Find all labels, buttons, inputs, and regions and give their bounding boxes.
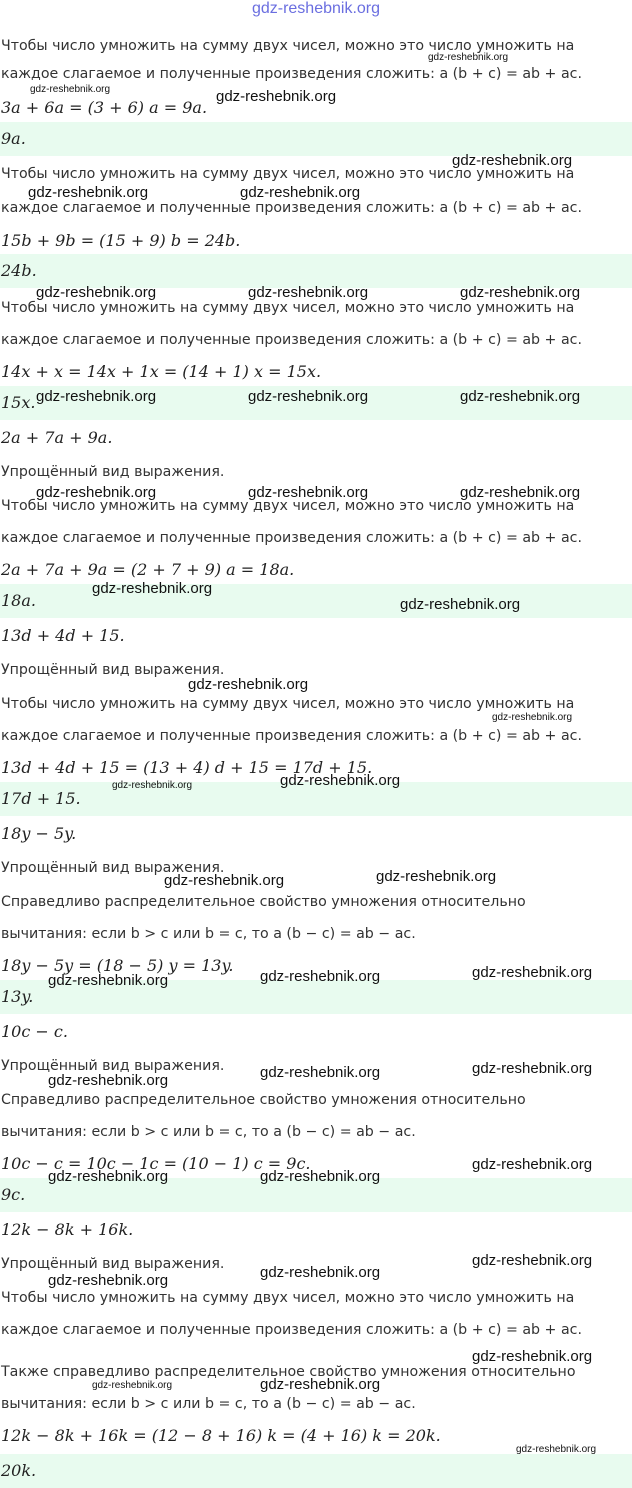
text-line: каждое слагаемое и полученные произведения сложить: a (b + c) = ab + ac. [1, 200, 582, 216]
text-line: Упрощённый вид выражения. [1, 1058, 225, 1074]
watermark-text: gdz-reshebnik.org [248, 388, 369, 405]
answer-box: 24b. [0, 254, 632, 288]
watermark-text: gdz-reshebnik.org [260, 1168, 381, 1185]
math-line: 10c − c. [1, 1022, 68, 1041]
watermark-text: gdz-reshebnik.org [400, 596, 521, 613]
watermark-text: gdz-reshebnik.org [36, 388, 157, 405]
watermark-text: gdz-reshebnik.org [92, 1380, 173, 1391]
watermark-text: gdz-reshebnik.org [472, 964, 593, 981]
math-line: 2a + 7a + 9a = (2 + 7 + 9) a = 18a. [1, 560, 295, 579]
watermark-text: gdz-reshebnik.org [30, 84, 111, 95]
watermark-text: gdz-reshebnik.org [260, 968, 381, 985]
text-line: каждое слагаемое и полученные произведения сложить: a (b + c) = ab + ac. [1, 530, 582, 546]
math-line: 18y − 5y = (18 − 5) y = 13y. [1, 956, 234, 975]
watermark-text: gdz-reshebnik.org [460, 388, 581, 405]
watermark-text: gdz-reshebnik.org [28, 184, 149, 201]
watermark-text: gdz-reshebnik.org [240, 184, 361, 201]
text-line: каждое слагаемое и полученные произведения сложить: a (b + c) = ab + ac. [1, 1322, 582, 1338]
math-line: 14x + x = 14x + 1x = (14 + 1) x = 15x. [1, 362, 322, 381]
answer-box: 18a. [0, 584, 632, 618]
math-line: 3a + 6a = (3 + 6) a = 9a. [1, 98, 208, 117]
watermark-text: gdz-reshebnik.org [516, 1444, 597, 1455]
text-line: Упрощённый вид выражения. [1, 1256, 225, 1272]
answer-box: 20k. [0, 1454, 632, 1488]
watermark-text: gdz-reshebnik.org [48, 972, 169, 989]
text-line: каждое слагаемое и полученные произведения сложить: a (b + c) = ab + ac. [1, 66, 582, 82]
text-line: вычитания: если b > c или b = c, то a (b − c) = ab − ac. [1, 1396, 416, 1412]
watermark-text: gdz-reshebnik.org [216, 88, 337, 105]
watermark-text: gdz-reshebnik.org [472, 1348, 593, 1365]
text-line: Чтобы число умножить на сумму двух чисел, можно это число умножить на [1, 166, 575, 182]
math-line: 15b + 9b = (15 + 9) b = 24b. [1, 231, 241, 250]
watermark-text: gdz-reshebnik.org [376, 868, 497, 885]
text-line: Упрощённый вид выражения. [1, 662, 225, 678]
answer-box: 9a. [0, 122, 632, 156]
watermark-text: gdz-reshebnik.org [48, 1168, 169, 1185]
watermark-text: gdz-reshebnik.org [452, 152, 573, 169]
math-line: 12k − 8k + 16k = (12 − 8 + 16) k = (4 + 16) k = 20k. [1, 1426, 441, 1445]
text-line: вычитания: если b > c или b = c, то a (b − c) = ab − ac. [1, 926, 416, 942]
text-line: Чтобы число умножить на сумму двух чисел, можно это число умножить на [1, 1290, 575, 1306]
text-line: Упрощённый вид выражения. [1, 860, 225, 876]
watermark-text: gdz-reshebnik.org [280, 772, 401, 789]
answer-box: 17d + 15. [0, 782, 632, 816]
text-line: каждое слагаемое и полученные произведения сложить: a (b + c) = ab + ac. [1, 728, 582, 744]
text-line: вычитания: если b > c или b = c, то a (b − c) = ab − ac. [1, 1124, 416, 1140]
watermark-text: gdz-reshebnik.org [188, 676, 309, 693]
math-line: 12k − 8k + 16k. [1, 1220, 134, 1239]
watermark-text: gdz-reshebnik.org [428, 52, 509, 63]
watermark-text: gdz-reshebnik.org [260, 1064, 381, 1081]
watermark-text: gdz-reshebnik.org [248, 284, 369, 301]
watermark-text: gdz-reshebnik.org [112, 780, 193, 791]
site-header-link[interactable]: gdz-reshebnik.org [251, 0, 381, 17]
text-line: Справедливо распределительное свойство умножения относительно [1, 1092, 526, 1108]
text-line: каждое слагаемое и полученные произведения сложить: a (b + c) = ab + ac. [1, 332, 582, 348]
text-line: Чтобы число умножить на сумму двух чисел, можно это число умножить на [1, 300, 575, 316]
answer-box: 13y. [0, 980, 632, 1014]
math-line: 10c − c = 10c − 1c = (10 − 1) c = 9c. [1, 1154, 311, 1173]
watermark-text: gdz-reshebnik.org [472, 1060, 593, 1077]
text-line: Чтобы число умножить на сумму двух чисел, можно это число умножить на [1, 498, 575, 514]
watermark-text: gdz-reshebnik.org [48, 1072, 169, 1089]
math-line: 13d + 4d + 15. [1, 626, 125, 645]
watermark-text: gdz-reshebnik.org [164, 872, 285, 889]
text-line: Справедливо распределительное свойство умножения относительно [1, 894, 526, 910]
watermark-text: gdz-reshebnik.org [460, 484, 581, 501]
text-line: Чтобы число умножить на сумму двух чисел, можно это число умножить на [1, 38, 575, 54]
text-line: Чтобы число умножить на сумму двух чисел, можно это число умножить на [1, 696, 575, 712]
text-line: Также справедливо распределительное свойство умножения относительно [1, 1364, 576, 1380]
text-line: Упрощённый вид выражения. [1, 464, 225, 480]
watermark-text: gdz-reshebnik.org [492, 712, 573, 723]
math-line: 18y − 5y. [1, 824, 77, 843]
watermark-text: gdz-reshebnik.org [460, 284, 581, 301]
watermark-text: gdz-reshebnik.org [472, 1252, 593, 1269]
watermark-text: gdz-reshebnik.org [36, 484, 157, 501]
answer-box: 15x. [0, 386, 632, 420]
watermark-text: gdz-reshebnik.org [260, 1376, 381, 1393]
math-line: 13d + 4d + 15 = (13 + 4) d + 15 = 17d + 15. [1, 758, 373, 777]
watermark-text: gdz-reshebnik.org [92, 580, 213, 597]
watermark-text: gdz-reshebnik.org [472, 1156, 593, 1173]
watermark-text: gdz-reshebnik.org [48, 1272, 169, 1289]
watermark-text: gdz-reshebnik.org [260, 1264, 381, 1281]
watermark-text: gdz-reshebnik.org [36, 284, 157, 301]
watermark-text: gdz-reshebnik.org [248, 484, 369, 501]
math-line: 2a + 7a + 9a. [1, 428, 113, 447]
answer-box: 9c. [0, 1178, 632, 1212]
